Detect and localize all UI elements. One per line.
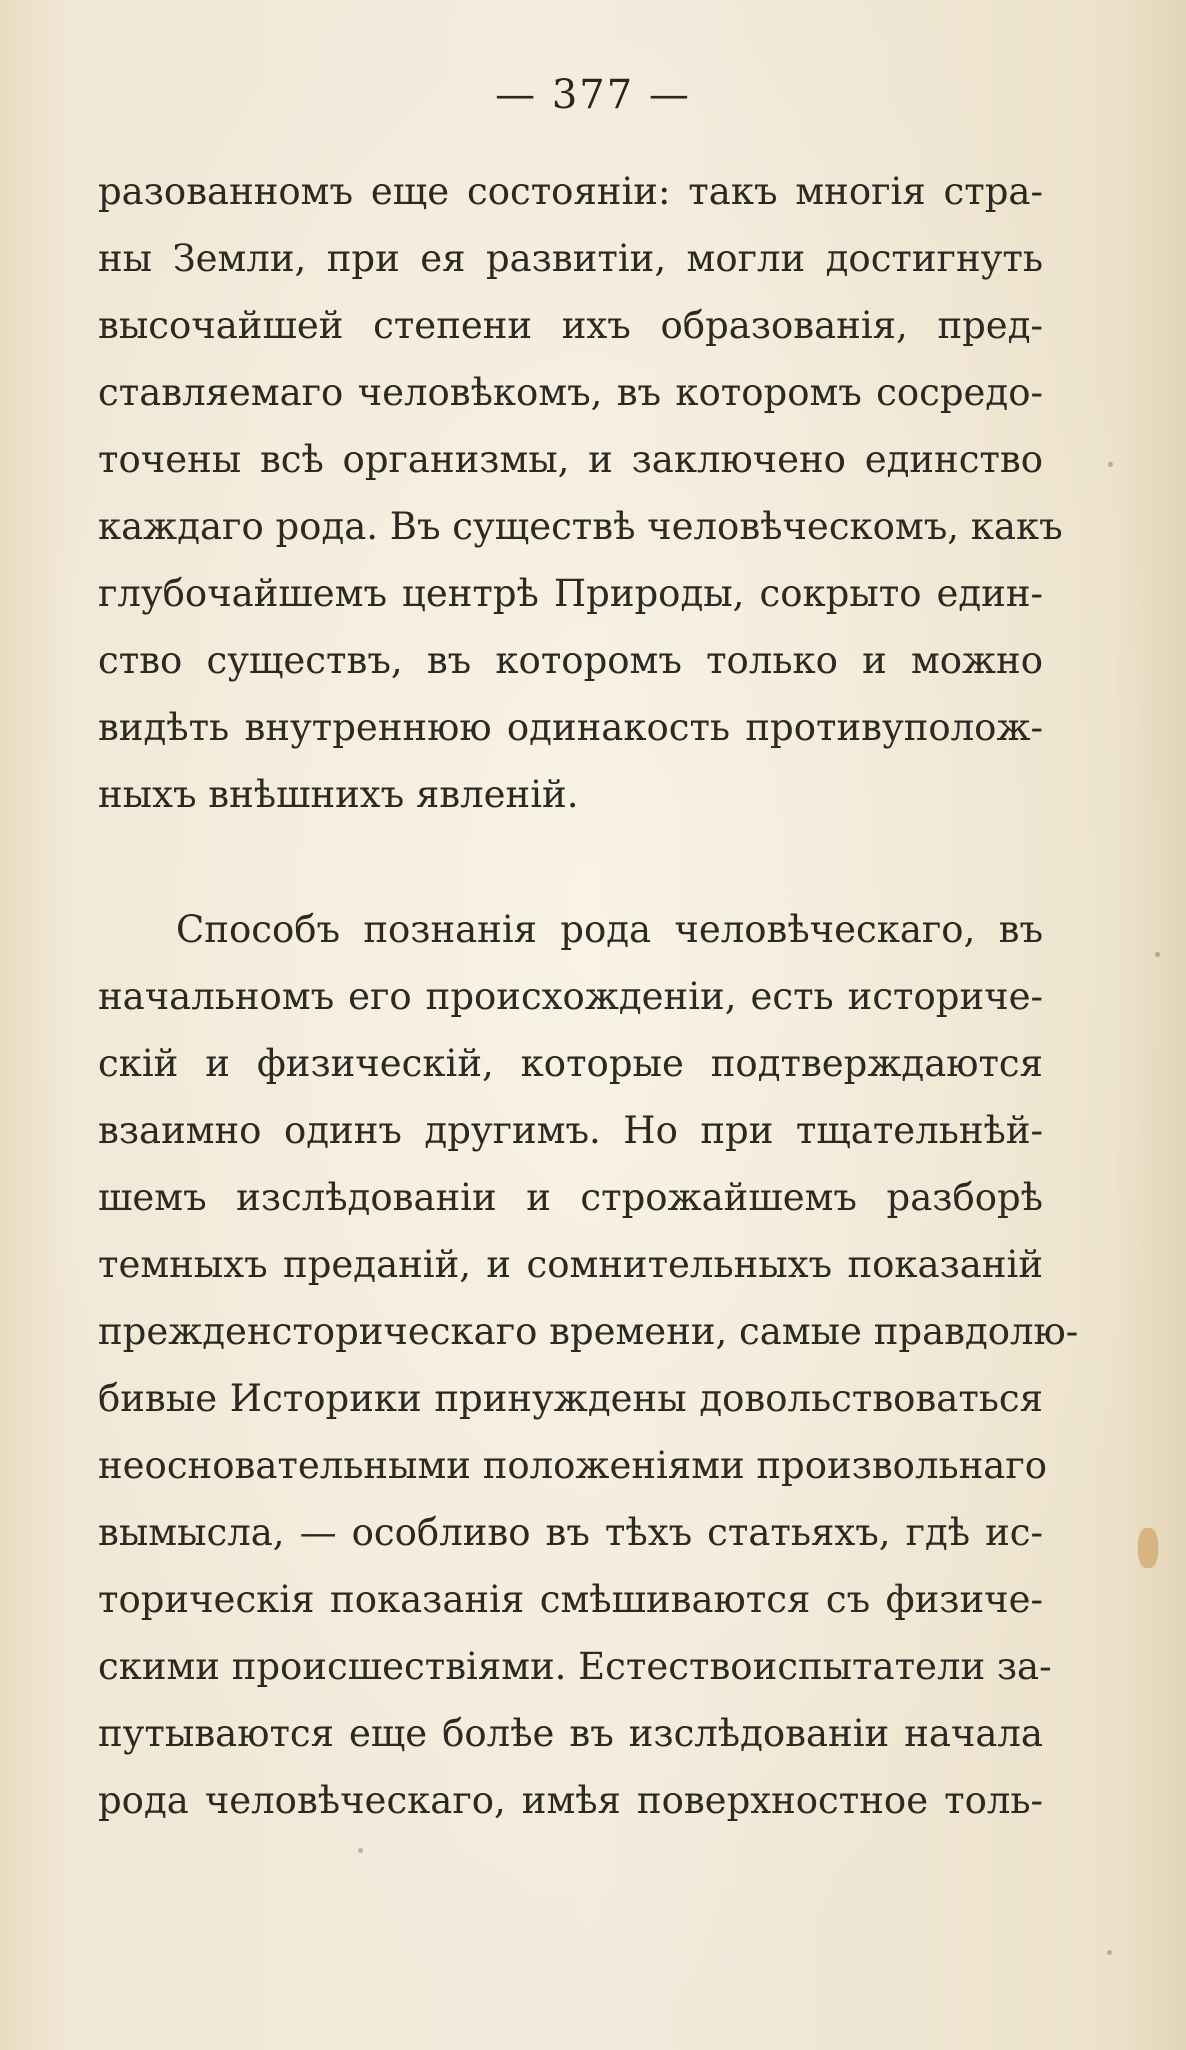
text-line: высочайшей степени ихъ образованiя, пред- — [98, 304, 1043, 347]
text-line: видѣть внутреннюю одинакость противуполож- — [98, 706, 1043, 749]
text-line: разованномъ еще состоянiи: такъ многiя стра- — [98, 170, 1043, 213]
text-line: Способъ познанiя рода человѣческаго, въ — [176, 908, 1043, 951]
text-line: ны Земли, при ея развитiи, могли достигнуть — [98, 237, 1043, 280]
text-line: бивые Историки принуждены довольствоваться — [98, 1377, 1043, 1420]
text-line: неосновательными положенiями произвольнаго — [98, 1444, 1047, 1487]
text-line: торическiя показанiя смѣшиваются съ физиче- — [98, 1578, 1043, 1621]
text-line: каждаго рода. Въ существѣ человѣческомъ, какъ — [98, 505, 1063, 548]
text-line: рода человѣческаго, имѣя поверхностное толь- — [98, 1779, 1043, 1822]
paper-speck — [1108, 462, 1113, 467]
text-line: скiй и физическiй, которые подтверждаются — [98, 1042, 1043, 1085]
text-line: прежденсторическаго времени, самые правдолю- — [98, 1310, 1079, 1353]
paragraph-2 — [98, 896, 1079, 1834]
text-line: взаимно одинъ другимъ. Но при тщательнѣй- — [98, 1109, 1043, 1152]
text-line: скими происшествiями. Естествоиспытатели за- — [98, 1645, 1052, 1688]
text-line: вымысла, — особливо въ тѣхъ статьяхъ, гдѣ ис- — [98, 1511, 1043, 1554]
text-line: начальномъ его происхожденiи, есть историче- — [98, 975, 1043, 1018]
page-number: — 377 — — [495, 72, 691, 118]
paragraph-1 — [98, 158, 1063, 828]
text-line: ставляемаго человѣкомъ, въ которомъ сосредо- — [98, 371, 1043, 414]
paper-speck — [1155, 952, 1160, 957]
text-line: ныхъ внѣшнихъ явленiй. — [98, 773, 579, 816]
text-line: точены всѣ организмы, и заключено единство — [98, 438, 1043, 481]
text-line: темныхъ преданiй, и сомнительныхъ показанiй — [98, 1243, 1043, 1286]
text-line: глубочайшемъ центрѣ Природы, сокрыто един- — [98, 572, 1043, 615]
text-line: шемъ изслѣдованiи и строжайшемъ разборѣ — [98, 1176, 1043, 1219]
paper-stain — [1138, 1528, 1158, 1568]
text-line: ство существъ, въ которомъ только и можно — [98, 639, 1043, 682]
paper-speck — [1107, 1950, 1112, 1955]
paper-speck — [358, 1848, 363, 1853]
text-line: путываются еще болѣе въ изслѣдованiи начала — [98, 1712, 1043, 1755]
